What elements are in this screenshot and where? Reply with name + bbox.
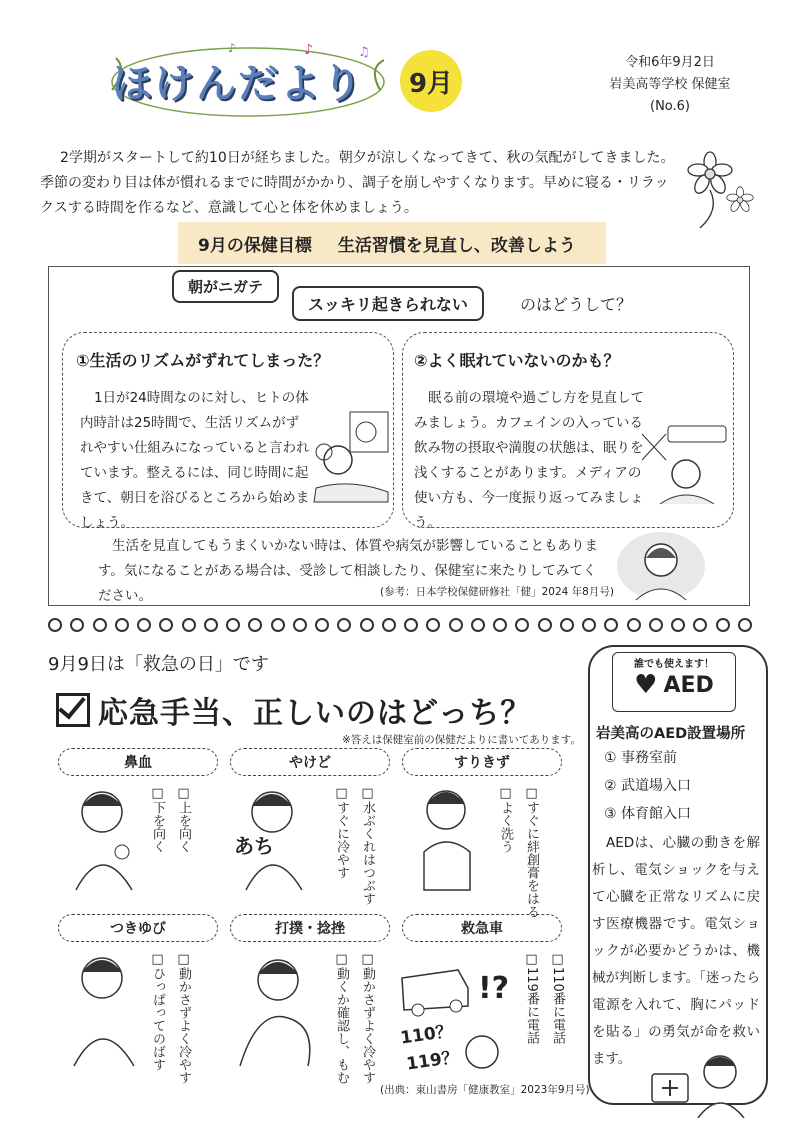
quiz-title-row bbox=[56, 688, 531, 732]
scrape-illustration bbox=[410, 782, 490, 892]
quiz-option[interactable]: □ひっぱってのばす bbox=[150, 952, 165, 1071]
month-badge: 9月 bbox=[400, 50, 462, 112]
goal-text: 生活習慣を見直し、改善しよう bbox=[337, 235, 576, 256]
svg-text:♫: ♫ bbox=[358, 45, 370, 60]
quiz-options-scrape bbox=[496, 786, 540, 918]
jammed-finger-illustration bbox=[66, 948, 146, 1068]
quiz-options-nosebleed bbox=[148, 786, 192, 853]
aed-badge-caption: 誰でも使えます！ bbox=[634, 659, 714, 670]
quiz-label-bruise-sprain: 打撲・捻挫 bbox=[230, 914, 390, 942]
emergency-day-heading: 9月9日は「救急の日」です bbox=[48, 654, 269, 675]
quiz-option[interactable]: □動かさずよく冷やす bbox=[176, 952, 191, 1084]
bruise-sprain-illustration bbox=[228, 948, 324, 1068]
ambulance-number-110: 110？ bbox=[399, 1021, 454, 1049]
issue-number: (No.6) bbox=[650, 99, 690, 114]
health-goal-banner bbox=[178, 222, 606, 264]
quiz-label-ambulance: 救急車 bbox=[402, 914, 562, 942]
bubble-wake-up: スッキリ起きられない bbox=[292, 286, 484, 321]
school-name: 岩美高等学校 保健室 bbox=[609, 77, 731, 92]
question1-body: 1日が24時間なのに対し、ヒトの体内時計は25時間で、生活リズムがずれやすい仕組みになっていると言われています。整えるには、同じ時間に起きて、朝日を浴びるところから始めましょう。 bbox=[80, 390, 310, 531]
quiz-label-jammed-finger: つきゆび bbox=[58, 914, 218, 942]
worried-student-illustration bbox=[616, 528, 706, 602]
aed-locations-title: 岩美高のAED設置場所 bbox=[596, 726, 746, 742]
question1-title: ①生活のリズムがずれてしまった？ bbox=[76, 351, 330, 370]
aed-location-item: ① 事務室前 bbox=[604, 750, 678, 766]
question2-title: ②よく眠れていないのかも？ bbox=[414, 351, 620, 370]
burn-sound-text: あち bbox=[234, 834, 274, 858]
aed-locations-list bbox=[604, 744, 691, 828]
nurse-aed-illustration bbox=[650, 1048, 750, 1118]
quiz-option[interactable]: □動くか確認し、もむ bbox=[334, 952, 349, 1084]
quiz-label-burn: やけど bbox=[230, 748, 390, 776]
quiz-options-ambulance bbox=[522, 952, 566, 1044]
aed-location-item: ② 武道場入口 bbox=[604, 778, 692, 794]
quiz-label-nosebleed: 鼻血 bbox=[58, 748, 218, 776]
sleep-reference: (参考：日本学校保健研修社「健」2024 年8月号) bbox=[380, 586, 614, 598]
quiz-option[interactable]: □119番に電話 bbox=[524, 952, 539, 1044]
quiz-option[interactable]: □すぐに絆創膏をはる bbox=[524, 786, 539, 918]
alarm-clock-illustration bbox=[310, 408, 392, 504]
newsletter-title: ほけんだより bbox=[112, 61, 364, 107]
svg-text:!?: !? bbox=[478, 971, 510, 1006]
ambulance-number-119: 119？ bbox=[405, 1047, 460, 1075]
cosmos-flower-icon bbox=[680, 150, 760, 230]
aed-badge bbox=[612, 652, 736, 712]
quiz-option[interactable]: □110番に電話 bbox=[550, 952, 565, 1044]
dot-divider bbox=[48, 618, 752, 636]
quiz-option[interactable]: □上を向く bbox=[176, 786, 191, 853]
first-aid-source: (出典：東山書房「健康教室」2023年9月号) bbox=[380, 1084, 590, 1096]
aed-badge-label: AED bbox=[663, 672, 714, 698]
goal-label: 9月の保健目標 bbox=[198, 235, 312, 256]
svg-text:♪: ♪ bbox=[228, 41, 236, 55]
quiz-option[interactable]: □水ぶくれはつぶす bbox=[360, 786, 375, 905]
quiz-options-burn bbox=[332, 786, 376, 905]
sleep-question: のはどうして？ bbox=[520, 295, 633, 314]
aircon-sleep-illustration bbox=[640, 420, 730, 506]
intro-paragraph: 2学期がスタートして約10日が経ちました。朝夕が涼しくなってきて、秋の気配がしてきました。季節の変わり目は体が慣れるまでに時間がかかり、調子を崩しやすくなります。早めに寝る・リラックスする時間を作るなど、意識して心と体を休めましょう。 bbox=[40, 150, 675, 216]
svg-text:♪: ♪ bbox=[304, 42, 313, 58]
aed-location-item: ③ 体育館入口 bbox=[604, 806, 692, 822]
heart-icon: ♥ bbox=[634, 670, 658, 700]
checkbox-icon bbox=[56, 693, 90, 727]
quiz-title: 応急手当、正しいのはどっち？ bbox=[98, 696, 532, 731]
aed-description: AEDは、心臓の動きを解析し、電気ショックを与えて心臓を正常なリズムに戻す医療機器です。電気ショックが必要かどうかは、機械が判断します。「迷ったら電源を入れて、胸にパッドを貼る」の勇気が命を救います。 bbox=[592, 835, 760, 1067]
answer-note: ※答えは保健室前の保健だよりに書いてあります。 bbox=[342, 734, 581, 746]
quiz-option[interactable]: □下を向く bbox=[150, 786, 165, 853]
quiz-options-jammed-finger bbox=[148, 952, 192, 1084]
issue-date: 令和6年9月2日 bbox=[625, 55, 715, 70]
quiz-option[interactable]: □よく洗う bbox=[498, 786, 513, 853]
bubble-morning: 朝がニガテ bbox=[172, 270, 279, 303]
sleep-advice: 生活を見直してもうまくいかない時は、体質や病気が影響していることもあります。気になることがある場合は、受診して相談したり、保健室に来たりしてみてください。 bbox=[98, 538, 598, 604]
quiz-option[interactable]: □動かさずよく冷やす bbox=[360, 952, 375, 1084]
quiz-options-bruise-sprain bbox=[332, 952, 376, 1084]
quiz-option[interactable]: □すぐに冷やす bbox=[334, 786, 349, 879]
header-info bbox=[600, 52, 740, 118]
question2-body: 眠る前の環境や過ごし方を見直してみましょう。カフェインの入っている飲み物の摂取や満腹の状態は、眠りを浅くすることがあります。メディアの使い方も、今一度振り返ってみましょう。 bbox=[414, 390, 644, 531]
quiz-label-scrape: すりきず bbox=[402, 748, 562, 776]
nosebleed-illustration bbox=[66, 782, 146, 892]
